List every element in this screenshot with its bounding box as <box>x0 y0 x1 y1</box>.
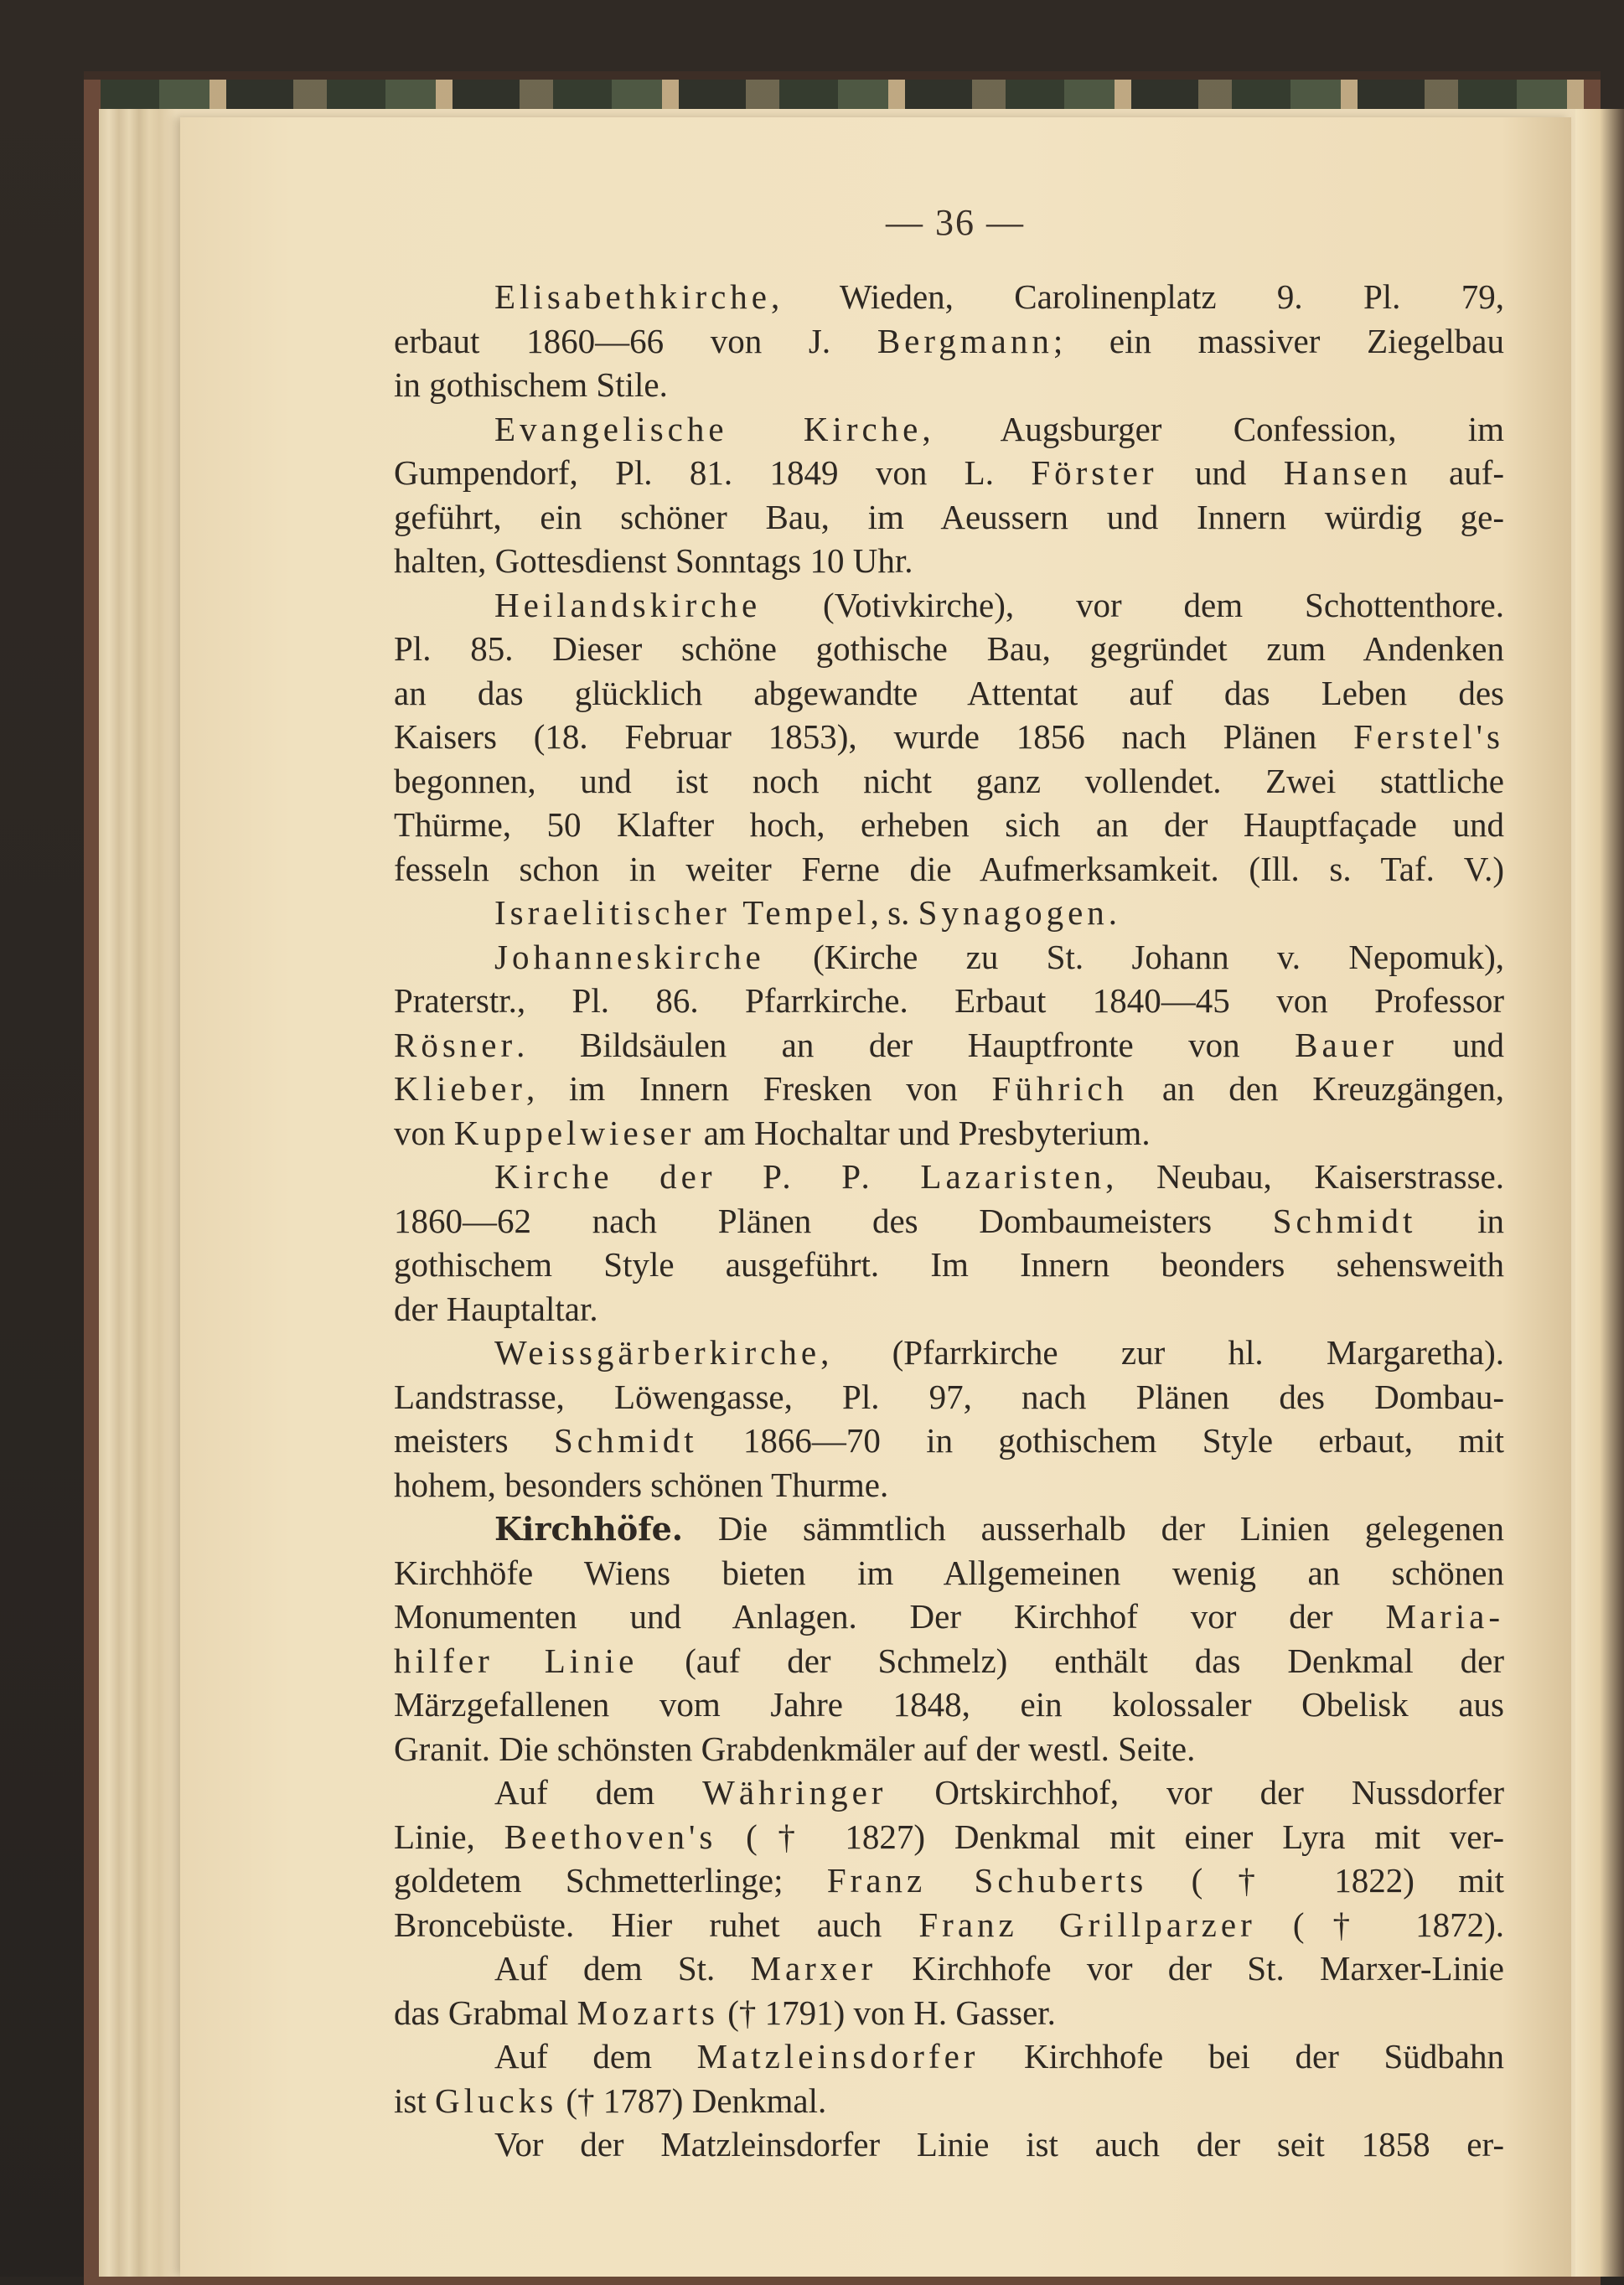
spaced-name: Johanneskirche <box>494 937 765 976</box>
spaced-name: Hansen <box>1283 453 1412 492</box>
text-line <box>394 1946 1504 1991</box>
spaced-name: Synagogen <box>918 893 1109 932</box>
text-line <box>394 363 1504 407</box>
text-run: und <box>1157 453 1284 492</box>
spaced-name: Franz Schuberts <box>826 1861 1148 1900</box>
text-run: , Wieden, Carolinenplatz 9. Pl. 79, <box>771 277 1504 316</box>
text-run: halten, Gottesdienst Sonntags 10 Uhr. <box>394 541 913 580</box>
text-run: an den Kreuzgängen, <box>1128 1069 1505 1108</box>
text-run: Landstrasse, Löwengasse, Pl. 97, nach Plänen des Dombau- <box>394 1377 1504 1416</box>
spaced-name: Franz Grillparzer <box>918 1905 1256 1944</box>
text-run: Pl. 85. Dieser schöne gothische Bau, gegründet zum Andenken <box>394 629 1504 668</box>
text-line <box>394 1727 1504 1771</box>
spaced-name: Heilandskirche <box>494 585 762 624</box>
text-line <box>394 451 1504 495</box>
spaced-name: Förster <box>1031 453 1158 492</box>
text-run: († 1872). <box>1255 1905 1505 1944</box>
text-line <box>394 1243 1504 1287</box>
facing-page-edge <box>1575 109 1624 2277</box>
text-line <box>394 671 1504 716</box>
text-line <box>394 1419 1504 1463</box>
text-line <box>394 1463 1504 1507</box>
text-line <box>394 1683 1504 1727</box>
text-run: erbaut 1860—66 von J. <box>394 321 877 360</box>
text-line <box>394 935 1504 980</box>
text-line <box>394 979 1504 1023</box>
text-line <box>394 627 1504 671</box>
text-run: Kirchhöfe Wiens bieten im Allgemeinen wenig an schönen <box>394 1553 1504 1592</box>
text-run: Märzgefallenen vom Jahre 1848, ein kolossaler Obelisk aus <box>394 1685 1504 1724</box>
text-line <box>394 1991 1504 2035</box>
spaced-name: Weissgärberkirche <box>494 1333 821 1372</box>
text-run: Vor der Matzleinsdorfer Linie ist auch der seit 1858 er- <box>494 2125 1504 2164</box>
spaced-name: Glucks <box>435 2081 558 2120</box>
text-line <box>394 1771 1504 1815</box>
text-run: Auf dem <box>494 1773 703 1812</box>
text-run: , im Innern Fresken von <box>525 1069 992 1108</box>
text-line <box>394 759 1504 804</box>
text-line <box>394 2034 1504 2079</box>
text-line <box>394 715 1504 759</box>
text-line <box>394 2122 1504 2167</box>
text-run: auf- <box>1411 453 1505 492</box>
text-run: Broncebüste. Hier ruhet auch <box>394 1905 919 1944</box>
text-run: , Augsburger Confession, im <box>922 409 1505 448</box>
text-run: 1866—70 in gothischem Style erbaut, mit <box>697 1421 1504 1460</box>
text-line <box>394 1155 1504 1199</box>
spaced-name: Kirche der P. P. Lazaristen <box>494 1157 1106 1196</box>
text-line <box>394 2079 1504 2123</box>
text-run: Gumpendorf, Pl. 81. 1849 von L. <box>394 453 1032 492</box>
text-run: († 1827) Denkmal mit einer Lyra mit ver- <box>716 1817 1504 1856</box>
spaced-name: Rösner <box>394 1025 517 1064</box>
text-run: 1860—62 nach Plänen des Dombaumeisters <box>394 1201 1273 1240</box>
text-run: an das glücklich abgewandte Attentat auf das Leben des <box>394 673 1504 712</box>
text-line <box>394 1287 1504 1331</box>
text-line <box>394 495 1504 540</box>
text-run: meisters <box>394 1421 554 1460</box>
spaced-name: Bergmann <box>877 321 1053 360</box>
spaced-name: Mozarts <box>577 1993 719 2032</box>
text-line <box>394 891 1504 935</box>
text-run: . Bildsäulen an der Hauptfronte von <box>516 1025 1296 1064</box>
spaced-name: Beethoven's <box>504 1817 717 1856</box>
text-run: Die sämmtlich ausserhalb der Linien gelegenen <box>682 1509 1504 1548</box>
text-run: und <box>1398 1025 1504 1064</box>
text-line <box>394 275 1504 319</box>
text-line <box>394 1331 1504 1375</box>
text-run: Linie, <box>394 1817 504 1856</box>
text-run: von <box>394 1113 454 1152</box>
page-body-text <box>394 275 1504 2167</box>
text-run: in <box>1416 1201 1504 1240</box>
text-line <box>394 1903 1504 1947</box>
text-line <box>394 1507 1504 1551</box>
spaced-name: hilfer Linie <box>394 1641 639 1680</box>
text-line <box>394 1023 1504 1068</box>
text-line <box>394 539 1504 583</box>
text-run: Auf dem St. <box>494 1949 751 1988</box>
text-line <box>394 847 1504 892</box>
marbled-page-edge <box>101 80 1584 111</box>
text-line <box>394 1067 1504 1111</box>
text-run: ist <box>394 2081 435 2120</box>
spaced-name: Währinger <box>702 1773 887 1812</box>
text-run: fesseln schon in weiter Ferne die Aufmerksamkeit. (Ill. s. Taf. V.) <box>394 849 1504 888</box>
text-line <box>394 803 1504 847</box>
spaced-name: Kuppelwieser <box>453 1113 696 1152</box>
text-line <box>394 1859 1504 1903</box>
text-line <box>394 407 1504 452</box>
text-run: (auf der Schmelz) enthält das Denkmal der <box>638 1641 1505 1680</box>
text-line <box>394 319 1504 364</box>
spaced-name: Marxer <box>750 1949 877 1988</box>
text-run: Kirchhofe vor der St. Marxer-Linie <box>877 1949 1504 1988</box>
spaced-name: Schmidt <box>1272 1201 1417 1240</box>
text-run: das Grabmal <box>394 1993 577 2032</box>
text-run: (Kirche zu St. Johann v. Nepomuk), <box>764 937 1504 976</box>
text-line <box>394 1639 1504 1683</box>
text-run: goldetem Schmetterlinge; <box>394 1861 827 1900</box>
spaced-name: Klieber <box>394 1069 526 1108</box>
text-run: , (Pfarrkirche zur hl. Margaretha). <box>820 1333 1504 1372</box>
text-run: gothischem Style ausgeführt. Im Innern beonders sehensweith <box>394 1245 1504 1284</box>
text-run: († 1791) von H. Gasser. <box>718 1993 1056 2032</box>
text-run: hohem, besonders schönen Thurme. <box>394 1465 889 1504</box>
text-line <box>394 1111 1504 1155</box>
text-run: am Hochaltar und Presbyterium. <box>695 1113 1151 1152</box>
spaced-name: Bauer <box>1295 1025 1399 1064</box>
page-number: — 36 — <box>886 202 1025 243</box>
spaced-name: Ferstel's <box>1353 717 1504 756</box>
spaced-name: Matzleinsdorfer <box>696 2037 980 2076</box>
text-line <box>394 1199 1504 1243</box>
text-run: Auf dem <box>494 2037 697 2076</box>
text-run: Kirchhofe bei der Südbahn <box>979 2037 1504 2076</box>
text-run: in gothischem Stile. <box>394 365 668 404</box>
text-run: Kaisers (18. Februar 1853), wurde 1856 nach Plänen <box>394 717 1354 756</box>
text-run: , s. <box>870 893 918 932</box>
text-run: , Neubau, Kaiserstrasse. <box>1105 1157 1504 1196</box>
text-line <box>394 1551 1504 1595</box>
text-run: († 1822) mit <box>1147 1861 1504 1900</box>
text-run: Thürme, 50 Klafter hoch, erheben sich an der Hauptfaçade und <box>394 805 1504 844</box>
text-line <box>394 1815 1504 1859</box>
text-run: Ortskirchhof, vor der Nussdorfer <box>887 1773 1504 1812</box>
text-run: geführt, ein schöner Bau, im Aeussern und Innern würdig ge- <box>394 497 1504 536</box>
text-run: ; ein massiver Ziegelbau <box>1052 321 1504 360</box>
section-heading: Kirchhöfe. <box>494 1510 683 1548</box>
spaced-name: Evangelische Kirche <box>494 409 923 448</box>
text-line <box>394 1375 1504 1419</box>
spaced-name: Israelitischer Tempel <box>494 893 871 932</box>
spaced-name: Schmidt <box>553 1421 698 1460</box>
spaced-name: Elisabethkirche <box>494 277 772 316</box>
text-line <box>394 583 1504 628</box>
text-run: . <box>1108 893 1118 932</box>
spaced-name: Maria- <box>1385 1597 1504 1636</box>
text-run: begonnen, und ist noch nicht ganz vollendet. Zwei stattliche <box>394 761 1504 800</box>
spaced-name: Führich <box>991 1069 1129 1108</box>
text-run: († 1787) Denkmal. <box>557 2081 827 2120</box>
text-run: Granit. Die schönsten Grabdenkmäler auf der westl. Seite. <box>394 1729 1196 1768</box>
text-run: der Hauptaltar. <box>394 1289 598 1328</box>
text-run: (Votivkirche), vor dem Schottenthore. <box>761 585 1504 624</box>
text-run: Monumenten und Anlagen. Der Kirchhof vor der <box>394 1597 1386 1636</box>
text-line <box>394 1595 1504 1639</box>
text-run: Praterstr., Pl. 86. Pfarrkirche. Erbaut 1840—45 von Professor <box>394 981 1504 1020</box>
